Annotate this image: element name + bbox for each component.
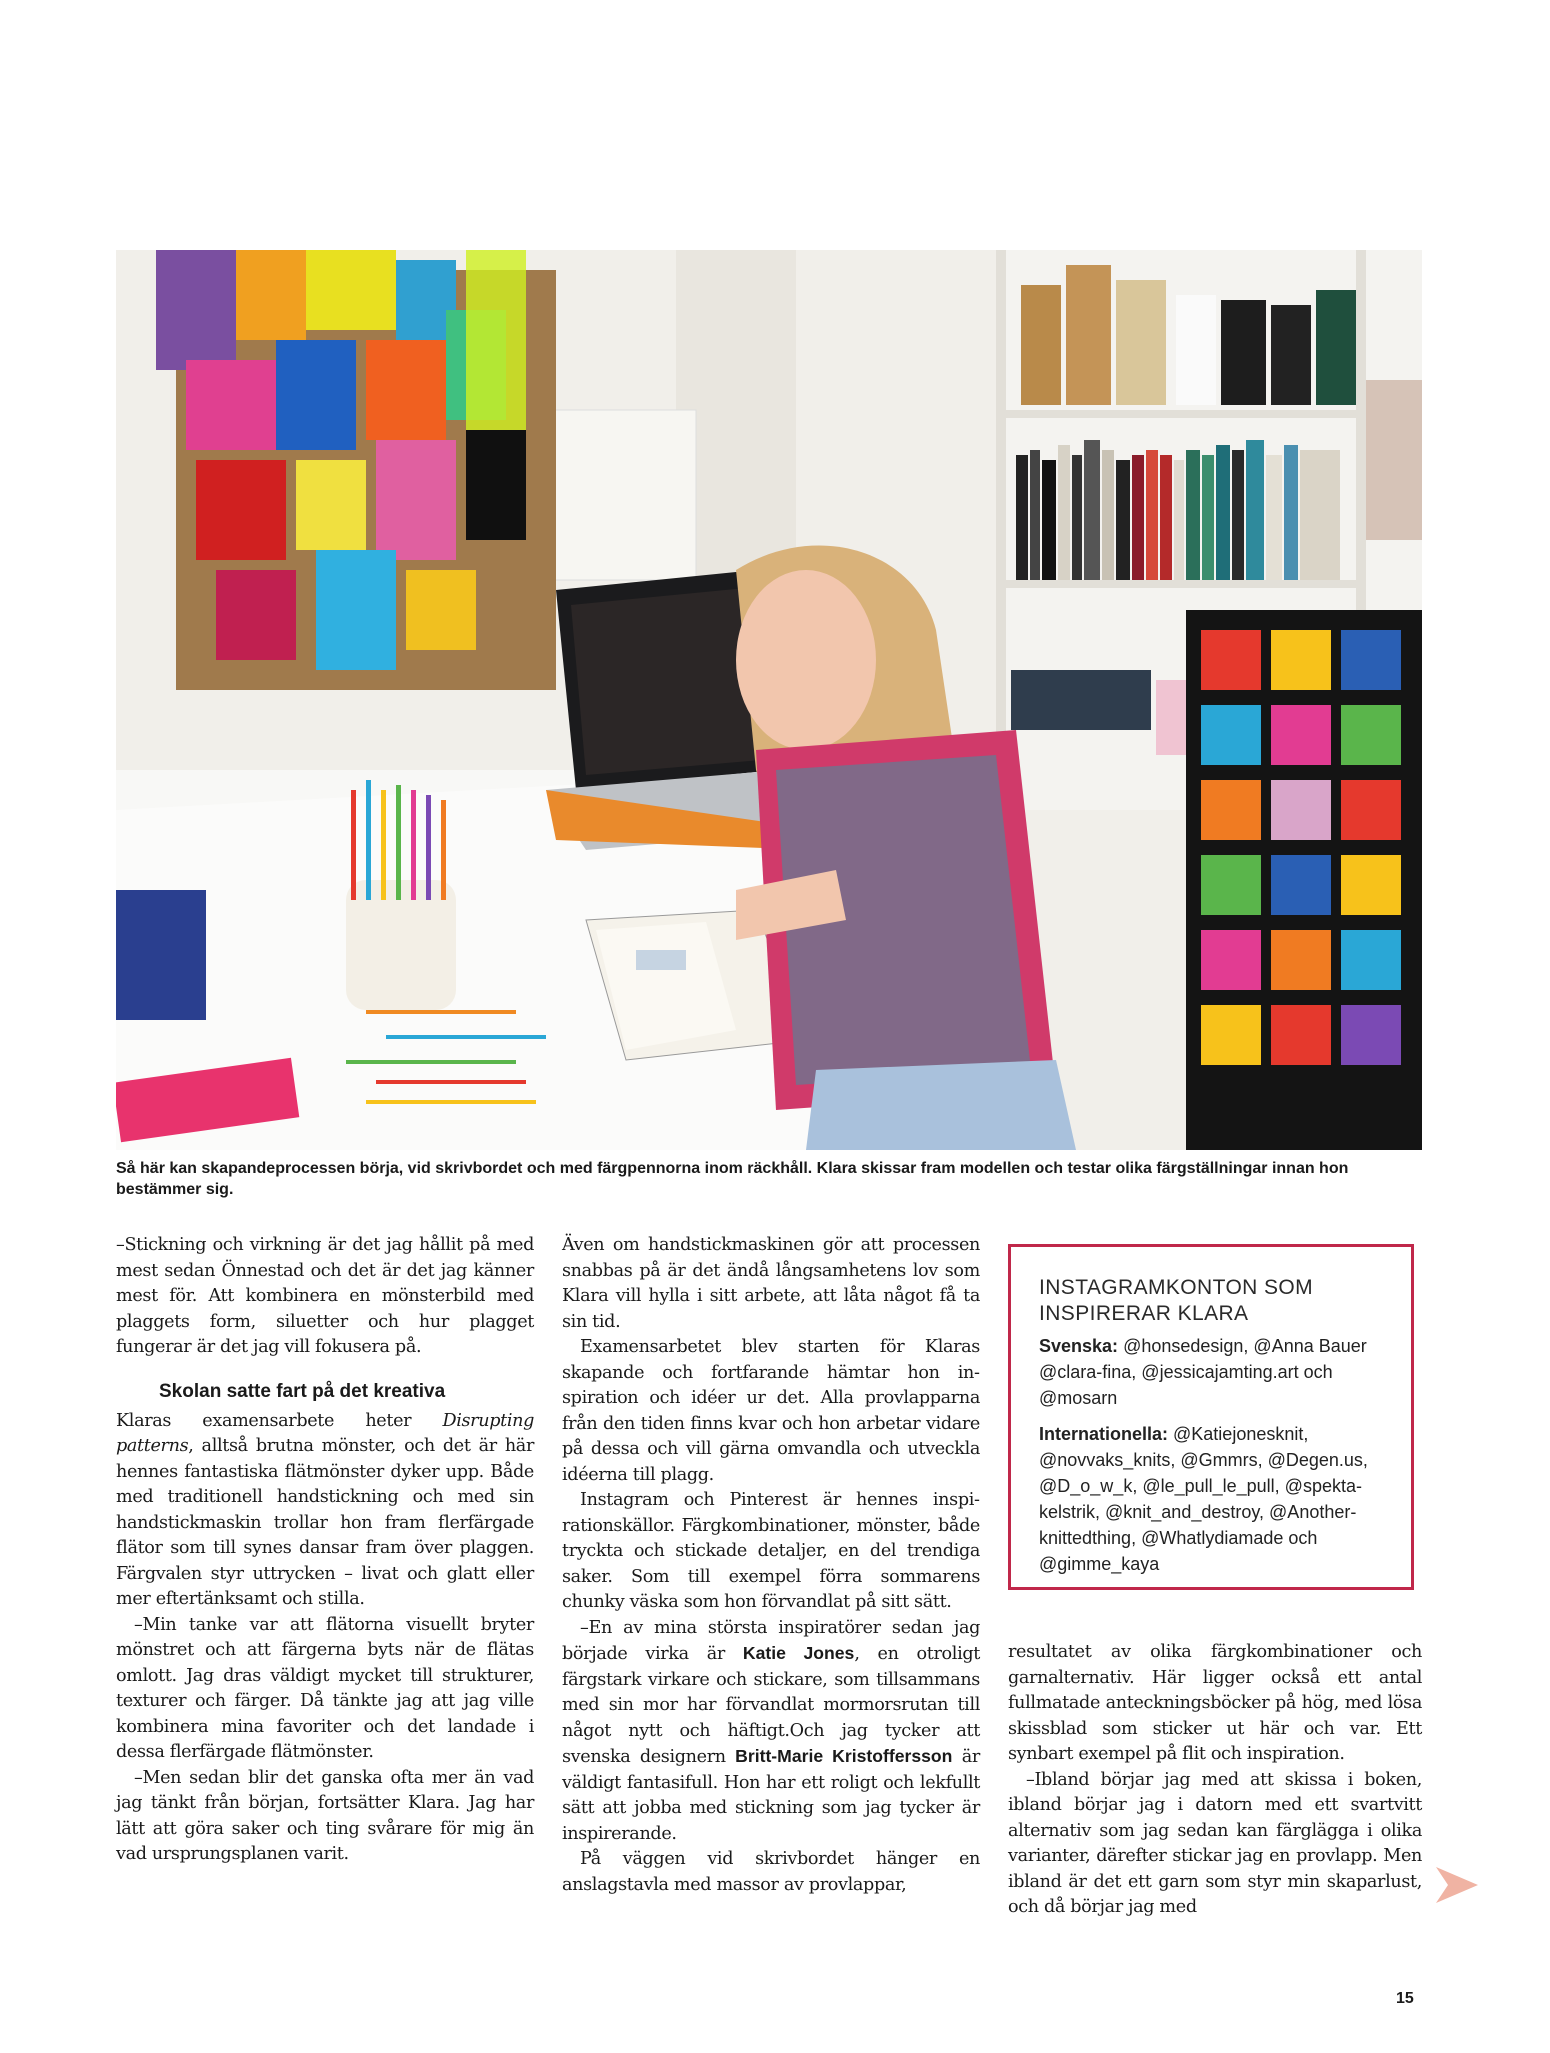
instagram-infobox: [1008, 1244, 1414, 1590]
thesis-title: Disrupting patterns: [116, 1410, 534, 1456]
paragraph: –Ibland börjar jag med att skissa i boken, ibland börjar jag i datorn med ett svartvitt alternativ som jag sedan kan färglägga i olika varianter, därefter stickar jag en provlapp. Men ibland är det ett garn som styr min skaparlust, och då börjar jag med: [1008, 1769, 1422, 1917]
paragraph: –Stickning och virkning är det jag hållit på med mest sedan Önnestad och det är det jag känner mest för. Att kombinera en mönsterbild med plaggets form, siluetter och hur plagget fungerar är det jag vill fokusera på.: [116, 1235, 534, 1357]
arrow-right-icon[interactable]: [1436, 1867, 1478, 1903]
paragraph: resultatet av olika färgkombinationer och garnalternativ. Här ligger också ett antal fullmatade anteckningsböcker på hög, med lösa skissblad som sticker ut här och var. Ett synbart exempel på flit och inspiration.: [1008, 1642, 1422, 1764]
infobox-title: INSTAGRAMKONTON SOM INSPIRERAR KLARA: [1039, 1276, 1314, 1325]
paragraph: –En av mina största inspiratörer sedan jag började virka är Katie Jones, en otroligt färgstark virkare och stickare, som tillsammans med sin mor har förvandlat mormorsrutan till något nytt och häftigt.Och jag tycker att svenska designern Britt-Marie Kristoffersson är väldigt fantasifull. Hon har ett roligt och lekfullt sätt att jobba med stickning som jag tycker är inspirerande.: [562, 1617, 980, 1844]
article-column-2: [562, 1233, 980, 1898]
paragraph: Instagram och Pinterest är hennes inspirationskällor. Färgkombinationer, mönster, både tryckta och stickade detaljer, en del trendiga saker. Som till exempel förra sommarens chunky väska som hon förvandlat på sitt sätt.: [562, 1490, 980, 1612]
paragraph: Även om handstickmaskinen gör att processen snabbas på är det ändå långsamhetens lov som Klara vill hylla i sitt arbete, att låta något få ta sin tid.: [562, 1235, 980, 1332]
article-column-1: [116, 1233, 534, 1868]
paragraph: Examensarbetet blev starten för Klaras skapande och fortfarande hämtar hon inspiration och idéer ur det. Alla provlapparna från den tiden finns kvar och hon arbetar vidare på dessa och vill gärna omvandla och utveckla idéerna till plagg.: [562, 1337, 980, 1485]
feature-photo: [116, 250, 1422, 1150]
photo-illustration: [116, 250, 1422, 1150]
designer-name: Britt-Marie Kristoffersson: [735, 1746, 953, 1766]
granny-square-blanket: [1186, 610, 1422, 1150]
article-column-3: [1008, 1640, 1422, 1921]
subheading: Skolan satte fart på det kreativa: [159, 1380, 446, 1402]
paragraph: –Men sedan blir det ganska ofta mer än vad jag tänkt från början, fortsätter Klara. Jag har lätt att göra saker och ting svårare för mig än vad ursprungsplanen varit.: [116, 1767, 534, 1864]
paragraph: Klaras examensarbete heter Disrupting patterns, alltså brutna mönster, och det är här hennes fantastiska flätmönster dyker upp. Både med traditionell handstickning och med sin handstickmaskin trollar hon fram flerfärgade flätor som till synes dansar fram över plaggen. Färgvalen styr uttrycken – livat och glatt eller mer eftertänksamt och stilla.: [116, 1410, 534, 1609]
swedish-accounts: Svenska: @honsedesign, @Anna Bauer @clara-fina, @jessicajamting.art och @mosarn: [1039, 1336, 1367, 1408]
designer-name: Katie Jones: [742, 1643, 855, 1663]
knitting-swatch-board: [156, 250, 556, 690]
paragraph: –Min tanke var att flätorna visuellt bryter mönstret och att färgerna byts när de flätas omlott. Jag dras väldigt mycket till strukturer, texturer och färger. Då tänkte jag att jag ville kombinera mina favoriter och det landade i dessa flerfärgade flätmönster.: [116, 1614, 534, 1762]
page-number: 15: [1396, 1990, 1414, 2007]
photo-caption: Så här kan skapandeprocessen börja, vid skrivbordet och med färgpennorna inom räckhåll. Klara skissar fram modellen och testar olika färgställningar innan hon bestämmer sig.: [116, 1160, 1349, 1198]
paragraph: På väggen vid skrivbordet hänger en anslagstavla med massor av provlappar,: [562, 1849, 980, 1895]
international-accounts: Internationella: @Katiejonesknit, @novvaks_knits, @Gmmrs, @Degen.us, @D_o_w_k, @le_pull_le_pull, @spektakelstrik, @knit_and_destroy, @Anotherknittedthing, @Whatlydiamade och @gimme_kaya: [1039, 1424, 1368, 1574]
